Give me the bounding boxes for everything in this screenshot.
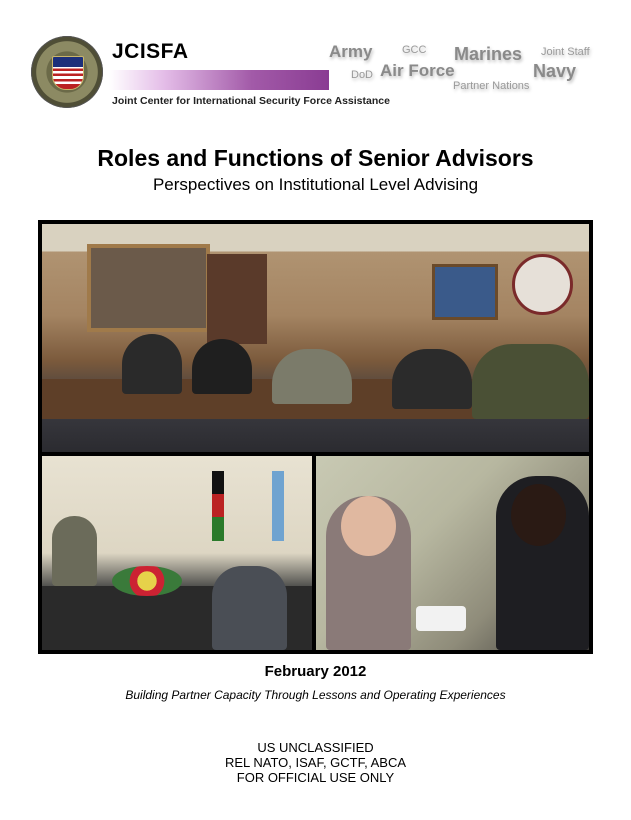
tagline: Building Partner Capacity Through Lessons and Operating Experiences <box>125 688 506 702</box>
classification-line-3: FOR OFFICIAL USE ONLY <box>236 770 395 785</box>
word-cloud-dod: DoD <box>351 69 374 81</box>
org-full-name: Joint Center for International Security Force Assistance <box>112 95 390 107</box>
photo-collage <box>38 220 593 654</box>
photo-advisors-meeting <box>42 456 312 650</box>
header-accent-bar <box>109 70 329 90</box>
photo-conference-room-meeting <box>42 224 589 452</box>
word-cloud-joint-staff: Joint Staff <box>541 46 590 58</box>
classification-line-1: US UNCLASSIFIED <box>257 740 374 755</box>
word-cloud-marines: Marines <box>454 44 523 64</box>
photo-senior-advisor-discussion <box>316 456 589 650</box>
word-cloud-partner-nations: Partner Nations <box>453 80 530 92</box>
word-cloud-air-force: Air Force <box>380 61 455 80</box>
publication-date: February 2012 <box>264 663 367 680</box>
document-subtitle: Perspectives on Institutional Level Advising <box>152 175 479 194</box>
brand-name: JCISFA <box>112 40 189 63</box>
word-cloud-army: Army <box>329 42 373 61</box>
word-cloud-navy: Navy <box>533 61 577 81</box>
word-cloud-gcc: GCC <box>402 44 427 56</box>
document-title: Roles and Functions of Senior Advisors <box>97 145 534 171</box>
jcisfa-seal-logo <box>31 36 103 108</box>
classification-line-2: REL NATO, ISAF, GCTF, ABCA <box>224 755 407 770</box>
shield-icon <box>52 56 84 90</box>
